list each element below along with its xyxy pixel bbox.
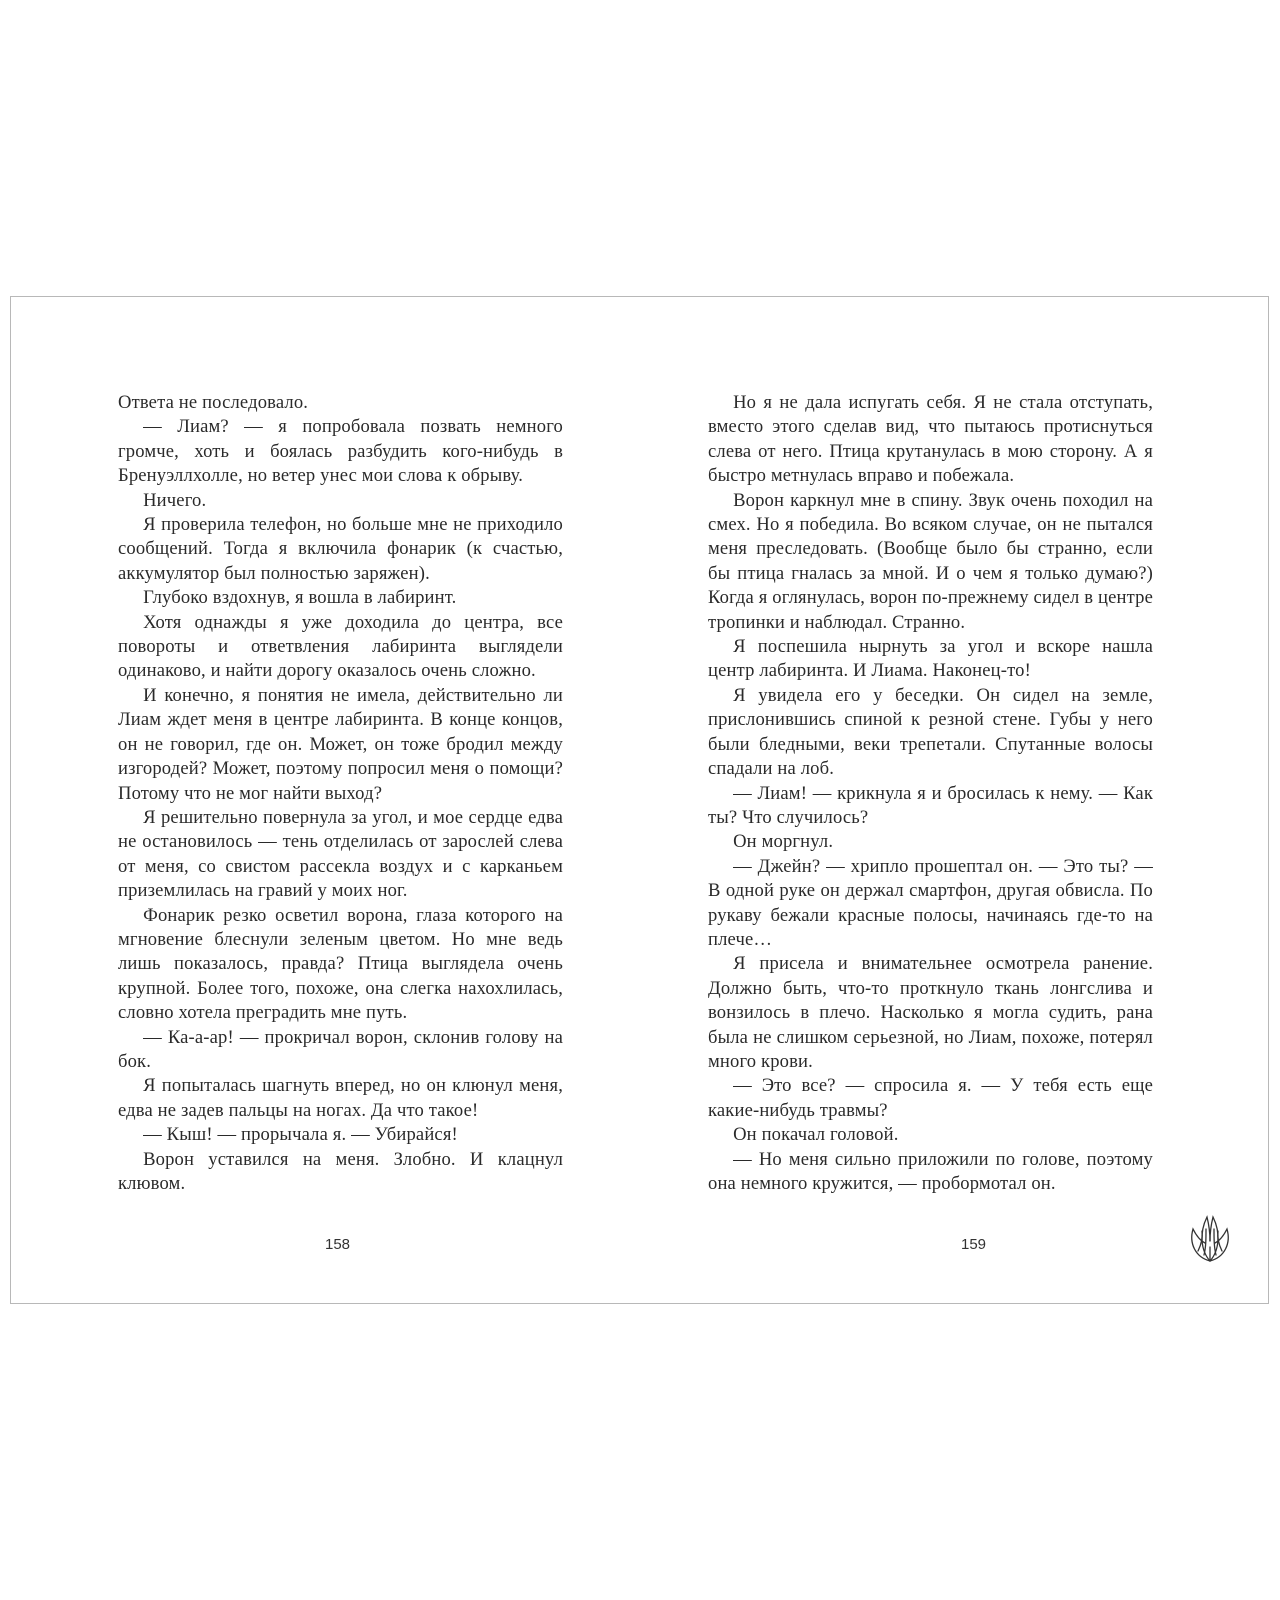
paragraph: Глубоко вздохнув, я вошла в лабиринт. — [143, 587, 457, 609]
left-page-text — [118, 391, 563, 1196]
book-spread — [10, 296, 1269, 1304]
paragraph: — Это все? — спросила я. — У тебя есть еще какие-нибудь травмы? — [708, 1075, 1153, 1121]
paragraph: Он моргнул. — [733, 831, 834, 853]
paragraph: — Кыш! — прорычала я. — Убирайся! — [143, 1124, 458, 1146]
page-number-right: 159 — [961, 1236, 987, 1253]
paragraph: — Лиам? — я попробовала позвать немного громче, хоть и боялась разбудить кого-нибудь в Бренуэллхолле, но ветер унес мои слова к обрыву. — [118, 416, 563, 487]
paragraph: Я увидела его у беседки. Он сидел на земле, прислонившись спиной к резной стене. Губы у него были бледными, веки трепетали. Спутанные волосы спадали на лоб. — [708, 684, 1153, 780]
paragraph: — Ка-а-ар! — прокричал ворон, склонив голову на бок. — [118, 1026, 563, 1072]
paragraph: Я присела и внимательнее осмотрела ранение. Должно быть, что-то проткнуло ткань лонгслива и вонзилось в плечо. Насколько я могла судить, рана была не слишком серьезной, но Лиам, похоже, потерял много крови. — [708, 953, 1153, 1072]
paragraph: — Лиам! — крикнула я и бросилась к нему. — Как ты? Что случилось? — [708, 782, 1153, 828]
paragraph: Я попыталась шагнуть вперед, но он клюнул меня, едва не задев пальцы на ногах. Да что такое! — [118, 1075, 563, 1121]
right-page-text — [708, 391, 1153, 1196]
paragraph: Хотя однажды я уже доходила до центра, все повороты и ответвления лабиринта выглядели одинаково, и найти дорогу оказалось очень сложно. — [118, 611, 563, 682]
paragraph: Фонарик резко осветил ворона, глаза которого на мгновение блеснули зеленым цветом. Но мне ведь лишь показалось, правда? Птица выглядела очень крупной. Более того, похоже, она слегка нахохлилась, словно хотела преградить мне путь. — [118, 904, 563, 1024]
paragraph: И конечно, я понятия не имела, действительно ли Лиам ждет меня в центре лабиринта. В конце концов, он не говорил, где он. Может, он тоже бродил между изгородей? Может, поэтому попросил меня о помощи? Потому что не мог найти выход? — [118, 684, 563, 804]
page-number-left: 158 — [325, 1236, 351, 1253]
paragraph: — Но меня сильно приложили по голове, поэтому она немного кружится, — пробормотал он. — [708, 1148, 1153, 1194]
paragraph: Но я не дала испугать себя. Я не стала отступать, вместо этого сделав вид, что пытаюсь протиснуться слева от него. Птица крутанулась в мою сторону. А я быстро метнулась вправо и побежала. — [708, 392, 1153, 487]
paragraph: Ответа не последовало. — [118, 392, 309, 413]
paragraph: Ворон уставился на меня. Злобно. И клацнул клювом. — [118, 1148, 563, 1194]
tulip-icon — [1187, 1211, 1233, 1265]
paragraph: Я проверила телефон, но больше мне не приходило сообщений. Тогда я включила фонарик (к счастью, аккумулятор был полностью заряжен). — [118, 514, 563, 584]
paragraph: Он покачал головой. — [733, 1124, 899, 1146]
paragraph: Я решительно повернула за угол, и мое сердце едва не остановилось — тень отделилась от зарослей слева от меня, со свистом рассекла воздух и с карканьем приземлилась на гравий у моих ног. — [118, 806, 563, 902]
paragraph: Ничего. — [143, 489, 207, 511]
paragraph: — Джейн? — хрипло прошептал он. — Это ты? — В одной руке он держал смартфон, другая обвисла. По рукаву бежали красные полосы, начинаясь где-то на плече… — [708, 855, 1153, 950]
paragraph: Ворон каркнул мне в спину. Звук очень походил на смех. Но я победила. Во всяком случае, он не пытался меня преследовать. (Вообще было бы странно, если бы птица гналась за мной. И о чем я только думаю?) Когда я оглянулась, ворон по-прежнему сидел в центре тропинки и наблюдал. Странно. — [708, 489, 1153, 633]
paragraph: Я поспешила нырнуть за угол и вскоре нашла центр лабиринта. И Лиама. Наконец-то! — [708, 636, 1153, 682]
